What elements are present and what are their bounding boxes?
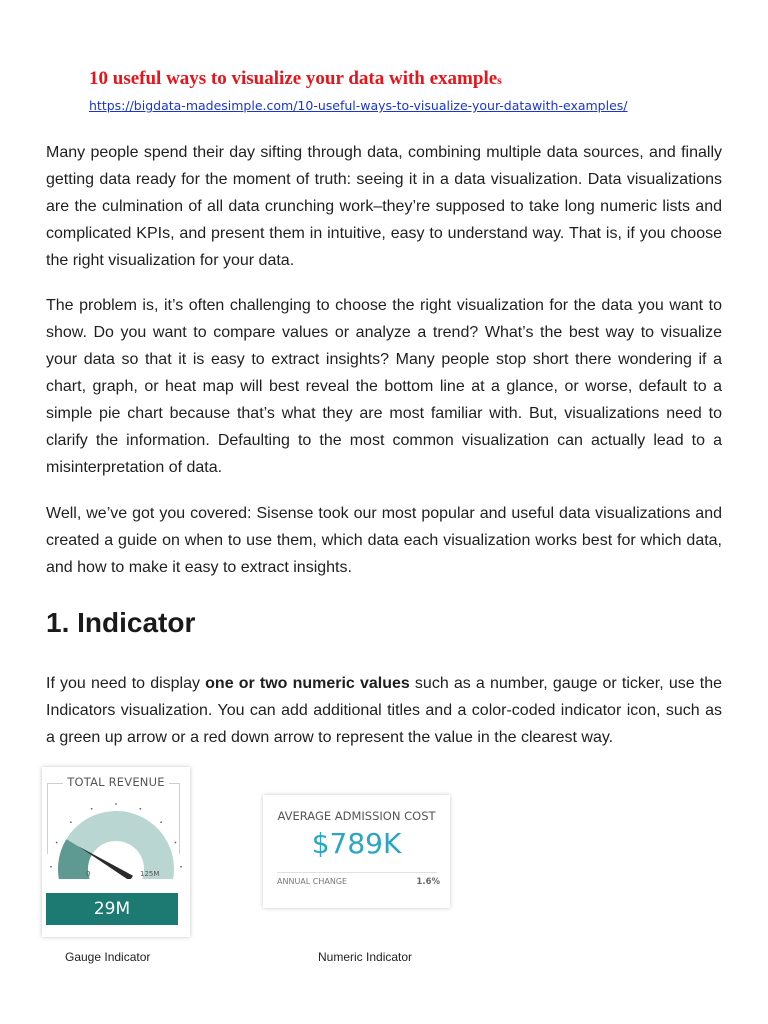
numeric-change-label: ANNUAL CHANGE	[277, 877, 348, 886]
gauge-indicator-caption: Gauge Indicator	[65, 950, 151, 964]
intro-paragraph: Many people spend their day sifting through data, combining multiple data sources, and finally getting data ready for the moment of truth: seeing it in a data visualization. Data visualizations are the culmination of all data crunching work–they’re supposed to take long numeric lists and complicated KPIs, and present them in intuitive, easy to understand way. That is, if you choose the right visualization for your data.	[46, 144, 722, 269]
indicator-paragraph-end: such as a number, gauge or ticker, use the Indicators visualization. You can add additional titles and a color-coded indicator icon, such as a green up arrow or a red down arrow to represent the value in the clearest way.	[46, 675, 723, 746]
gauge-title-text: TOTAL REVENUE	[63, 775, 168, 789]
section-heading-indicator: 1. Indicator	[46, 607, 196, 638]
gauge-max-label: 125M	[140, 870, 160, 878]
gauge-tick	[56, 842, 58, 844]
indicator-paragraph-bold: one or two numeric values	[205, 675, 410, 692]
numeric-title: AVERAGE ADMISSION COST	[277, 809, 436, 823]
gauge-tick	[180, 866, 182, 868]
gauge-min-label: 0	[86, 870, 91, 878]
numeric-value: $789K	[311, 827, 402, 860]
gauge-indicator-card	[42, 767, 190, 937]
gauge-tick	[91, 808, 93, 810]
gauge-tick	[50, 866, 52, 868]
document-title-main: 10 useful ways to visualize your data with example	[89, 68, 498, 89]
numeric-change-value: 1.6%	[416, 877, 440, 887]
indicator-paragraph-start: If you need to display	[46, 675, 206, 692]
gauge-tick	[174, 842, 176, 844]
gauge-tick	[70, 821, 72, 823]
problem-paragraph: The problem is, it’s often challenging to choose the right visualization for the data you want to show. Do you want to compare values or analyze a trend? What’s the best way to visualize your data so that it is easy to extract insights? Many people stop short there wondering if a chart, graph, or heat map will best reveal the bottom line at a glance, or worse, default to a simple pie chart because that’s what they are most familiar with. But, visualizations need to clarify the information. Defaulting to the most common visualization can actually lead to a misinterpretation of data.	[46, 297, 722, 476]
gauge-dial	[42, 793, 190, 879]
gauge-tick	[160, 821, 162, 823]
gauge-tick	[139, 808, 141, 810]
gauge-value: 29M	[46, 893, 178, 925]
document-title-suffix: s	[497, 73, 502, 87]
gauge-tick	[115, 803, 117, 805]
numeric-indicator-caption: Numeric Indicator	[318, 950, 413, 964]
document-title	[89, 68, 502, 90]
covered-paragraph: Well, we’ve got you covered: Sisense took our most popular and useful data visualizations and created a guide on when to use them, which data each visualization works best for which data, and how to make it easy to extract insights.	[46, 505, 722, 576]
numeric-indicator-card	[263, 795, 450, 908]
gauge-title	[42, 775, 190, 789]
source-link[interactable]: https://bigdata-madesimple.com/10-useful-ways-to-visualize-your-datawith-examples/	[89, 98, 628, 113]
numeric-divider	[277, 872, 437, 873]
indicator-paragraph	[46, 670, 722, 751]
